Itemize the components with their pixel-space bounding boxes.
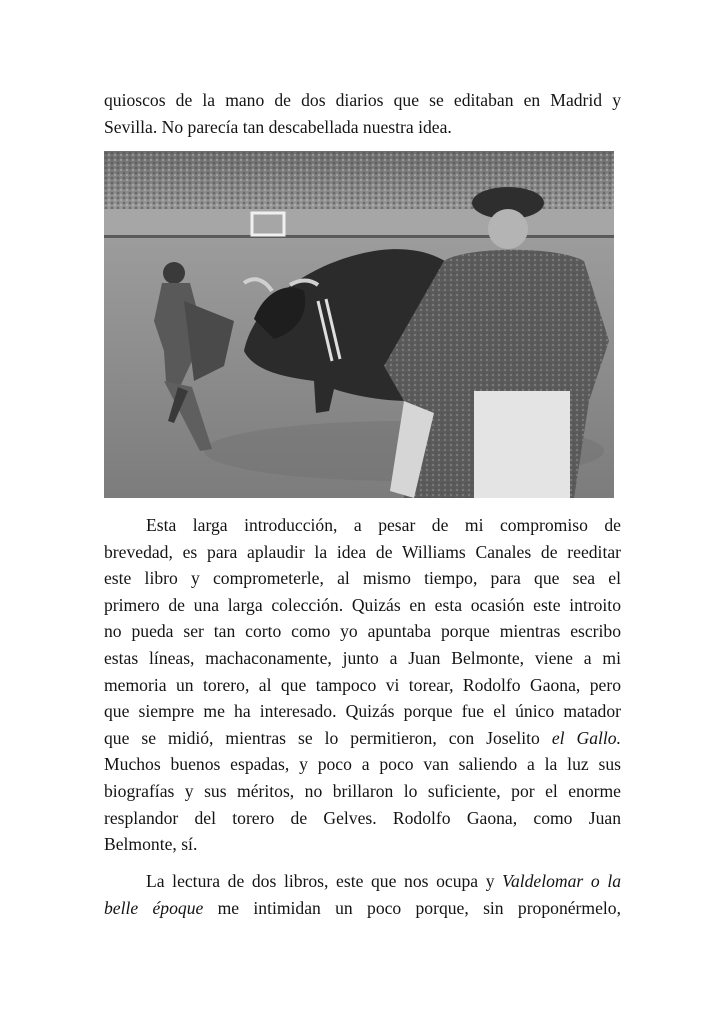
text-segment: que se midió, mientras se lo permitieron, con Joselito [104,727,540,748]
text-line: brevedad, es para aplaudir la idea de Williams Canales de reeditar [104,541,621,562]
text-line: biografías y sus méritos, no brillaron lo suficiente, por el enorme [104,780,621,801]
bullfight-photo-illustration [104,151,614,498]
italic-book-title-end: belle époque [104,897,204,918]
text-segment: La lectura de dos libros, este que nos ocupa y [146,871,503,891]
text-line: memoria un torero, al que tampoco vi torear, Rodolfo Gaona, pero [104,674,621,695]
text-line: no pueda ser tan corto como yo apuntaba porque mientras escribo [104,621,621,642]
text-line: resplandor del torero de Gelves. Rodolfo Gaona, como Juan [104,807,621,828]
text-line [104,895,621,922]
text-line: Belmonte, sí. [104,834,198,855]
text-line: este libro y comprometerle, al mismo tiempo, para que sea el [104,568,621,589]
text-line: Esta larga introducción, a pesar de mi compromiso de [146,515,621,535]
text-line: estas líneas, machaconamente, junto a Juan Belmonte, viene a mi [104,647,621,668]
top-paragraph [104,87,621,140]
text-line: Muchos buenos espadas, y poco a poco van saliendo a la luz sus [104,754,621,775]
paragraph-3 [104,868,621,921]
text-line: Sevilla. No parecía tan descabellada nuestra idea. [104,116,452,137]
text-line: quioscos de la mano de dos diarios que se editaban en Madrid y [104,90,621,110]
text-line: que siempre me ha interesado. Quizás porque fue el único matador [104,701,621,722]
bullfight-photo [104,151,614,498]
italic-book-title-start: Valdelomar o la [502,871,622,891]
text-segment: me intimidan un poco porque, sin proponérmelo, [203,897,621,918]
text-line: primero de una larga colección. Quizás en esta ocasión este introito [104,594,621,615]
paragraph-2 [104,512,621,858]
italic-el-gallo: el Gallo. [551,727,621,748]
text-line [104,868,621,895]
text-line-el-gallo [104,725,621,752]
